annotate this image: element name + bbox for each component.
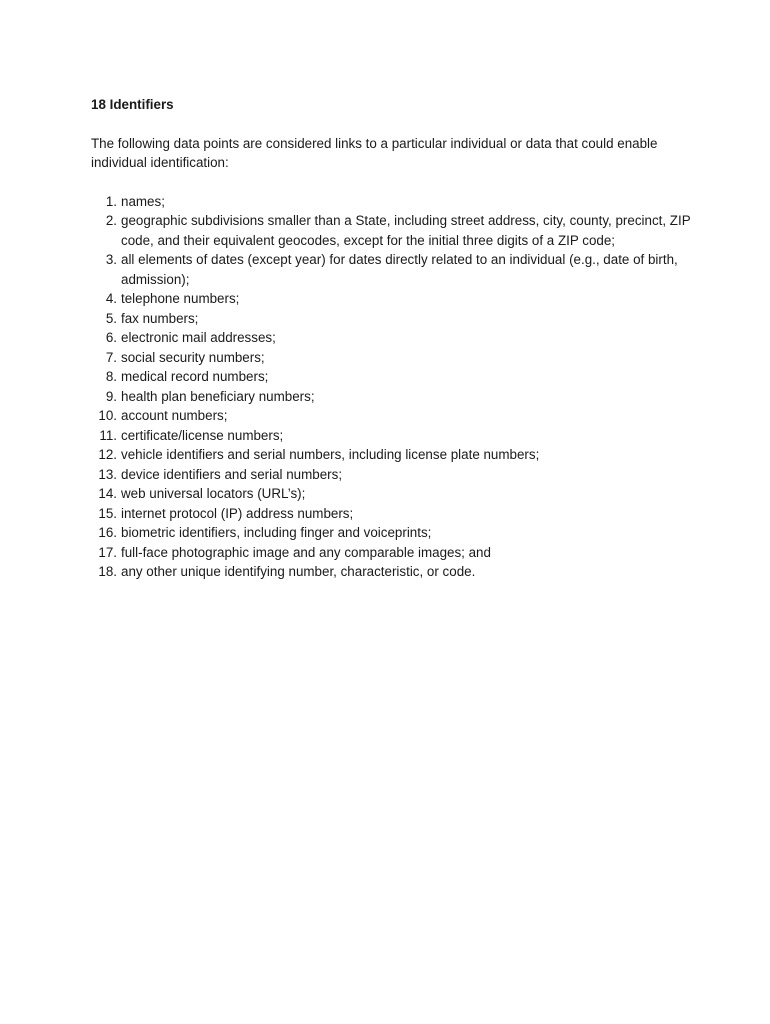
list-item-text: fax numbers; xyxy=(121,310,199,326)
identifiers-list xyxy=(91,192,691,582)
list-item-text: certificate/license numbers; xyxy=(121,427,284,443)
list-item xyxy=(91,484,691,504)
list-item-text: telephone numbers; xyxy=(121,291,240,306)
document-content xyxy=(91,95,691,582)
list-item xyxy=(91,348,691,368)
list-item xyxy=(91,250,691,289)
intro-paragraph: The following data points are considered links to a particular individual or data that could enable individual identification: xyxy=(91,135,658,170)
list-item-number: 12. xyxy=(98,447,117,462)
list-item xyxy=(91,387,691,407)
list-item xyxy=(91,192,691,212)
list-item-number: 3. xyxy=(105,252,117,267)
list-item-number: 2. xyxy=(105,213,117,228)
document-heading: 18 Identifiers xyxy=(91,97,174,112)
list-item xyxy=(91,328,691,348)
list-item xyxy=(91,406,691,426)
list-item xyxy=(91,426,691,446)
list-item-number: 1. xyxy=(105,193,117,209)
list-item xyxy=(91,309,691,329)
list-item-text: social security numbers; xyxy=(121,349,265,365)
list-item-text: full-face photographic image and any comparable images; and xyxy=(121,544,491,560)
list-item-number: 13. xyxy=(98,466,117,482)
list-item-text: account numbers; xyxy=(121,408,228,423)
list-item xyxy=(91,562,691,582)
list-item-text: geographic subdivisions smaller than a State, including street address, city, county, precinct, ZIP code, and their equivalent geocodes, except for the initial three digits of a ZIP code; xyxy=(121,213,691,248)
list-item-text: all elements of dates (except year) for dates directly related to an individual (e.g., date of birth, admission); xyxy=(121,252,678,287)
list-item xyxy=(91,289,691,309)
list-item-text: vehicle identifiers and serial numbers, including license plate numbers; xyxy=(121,447,540,462)
list-item xyxy=(91,523,691,543)
list-item-text: medical record numbers; xyxy=(121,369,269,384)
list-item xyxy=(91,445,691,465)
list-item-number: 11. xyxy=(99,427,117,443)
list-item-text: electronic mail addresses; xyxy=(121,330,276,345)
list-item-number: 10. xyxy=(98,408,117,423)
list-item-text: any other unique identifying number, characteristic, or code. xyxy=(121,564,476,579)
list-item-number: 17. xyxy=(98,544,117,560)
list-item-number: 16. xyxy=(98,525,117,540)
list-item-number: 6. xyxy=(105,330,117,345)
list-item-number: 18. xyxy=(98,564,117,579)
list-item-number: 9. xyxy=(105,388,117,404)
list-item-number: 15. xyxy=(98,505,117,521)
list-item-number: 8. xyxy=(105,369,117,384)
list-item-number: 5. xyxy=(105,310,117,326)
list-item xyxy=(91,465,691,485)
list-item xyxy=(91,211,691,250)
list-item xyxy=(91,543,691,563)
list-item-text: internet protocol (IP) address numbers; xyxy=(121,505,354,521)
list-item-text: biometric identifiers, including finger and voiceprints; xyxy=(121,525,432,540)
list-item xyxy=(91,367,691,387)
list-item xyxy=(91,504,691,524)
list-item-number: 14. xyxy=(98,486,117,501)
list-item-text: web universal locators (URL’s); xyxy=(121,486,306,501)
list-item-text: names; xyxy=(121,193,165,209)
list-item-text: device identifiers and serial numbers; xyxy=(121,466,343,482)
list-item-text: health plan beneficiary numbers; xyxy=(121,388,315,404)
list-item-number: 4. xyxy=(105,291,117,306)
list-item-number: 7. xyxy=(105,349,117,365)
